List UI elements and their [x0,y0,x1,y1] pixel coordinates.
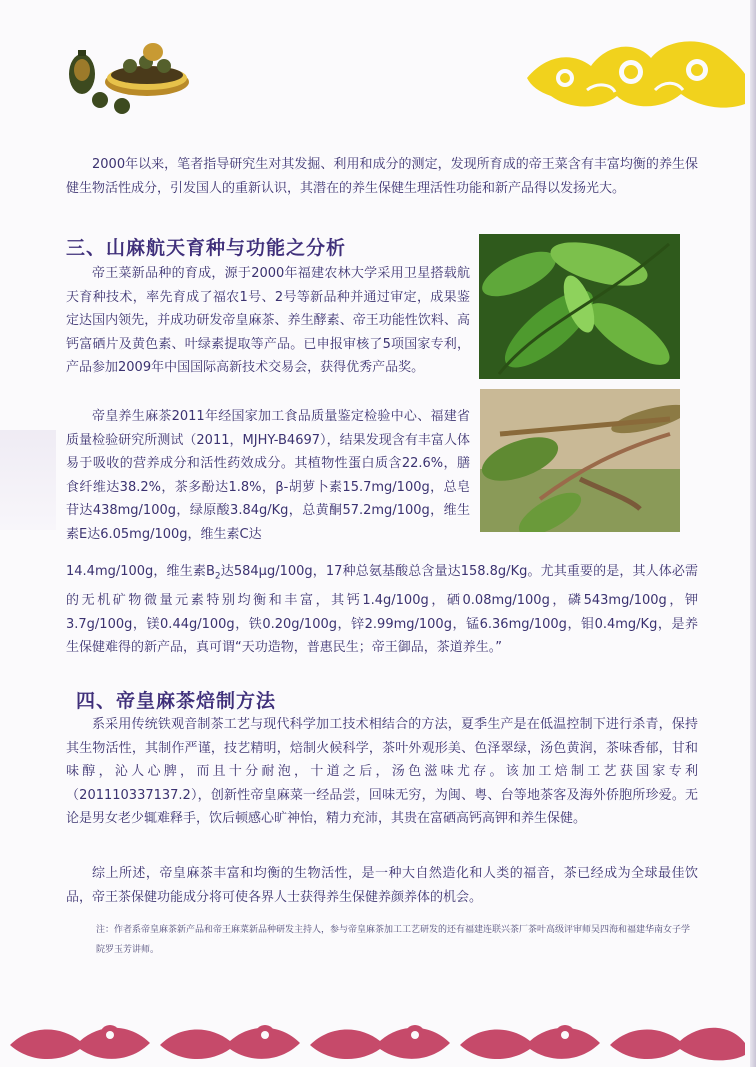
text-run: 达584μg/100g，17种总氨基酸总含量达158.8g/Kg。尤其重要的是，其人体必需的无机矿物微量元素特别均衡和丰富，其钙1.4g/100g，硒0.08mg/100g，磷543mg/100g，钾3.7g/100g，镁0.44g/100g，铁0.20g/100g，锌2.99mg/100g，锰6.36mg/100g，钼0.4mg/Kg，是养生保健难得的新产品，真可谓“天功造物，普惠民生；帝王御品，茶道养生。” [66,564,698,656]
plant-leaves-photo [479,234,680,379]
bottom-floral-border [10,1015,745,1065]
text-run: 14.4mg/100g，维生素B [66,564,215,579]
section-4-paragraph-1: 系采用传统铁观音制茶工艺与现代科学加工技术相结合的方法，夏季生产是在低温控制下进行杀青，保持其生物活性，其制作严谨，技艺精明，焙制火候科学，茶叶外观形美、色泽翠绿，汤色黄润，茶味香郁，甘和味醇，沁人心脾，而且十分耐泡，十道之后，汤色滋味尤存。该加工焙制工艺获国家专利（201110337137.2），创新性帝皇麻菜一经品尝，回味无穷，为闽、粤、台等地茶客及海外侨胞所珍爱。无论是男女老少辄难释手，饮后顿感心旷神怡，精力充沛，其贵在富硒高钙高钾和养生保健。 [66,717,698,826]
section-3-heading: 三、山麻航天育种与功能之分析 [66,237,347,259]
author-note: 注：作者系帝皇麻茶新产品和帝王麻菜新品种研发主持人，参与帝皇麻茶加工工艺研发的还有福建连联兴茶厂茶叶高级评审师吴四海和福建华南女子学院罗玉芳讲师。 [96,925,691,955]
section-4-paragraph-2: 综上所述，帝皇麻茶丰富和均衡的生物活性，是一种大自然造化和人类的福音，茶已经成为全球最佳饮品，帝王茶保健功能成分将可使各界人士获得养生保健养颜养体的机会。 [66,866,698,905]
subscript: 2 [214,571,221,582]
faded-watermark [0,430,56,530]
floral-corner-ornament [527,34,745,112]
section-3-paragraph-2-narrow: 帝皇养生麻茶2011年经国家加工食品质量鉴定检验中心、福建省质量检验研究所测试（2011，MJHY-B4697），结果发现含有丰富人体易于吸收的营养成分和活性药效成分。其植物性蛋白质含22.6%，膳食纤维达38.2%，茶多酚达1.8%，β-胡萝卜素15.7mg/100g，总皂苷达438mg/100g，绿原酸3.84g/Kg，总黄酮57.2mg/100g，维生素E达6.05mg/100g，维生素C达 [66,409,470,542]
page-edge [750,0,756,1067]
plant-pods-photo [480,389,680,532]
section-3-paragraph-2-wide [66,560,698,660]
tea-set-illustration [60,40,190,116]
section-4-heading: 四、帝皇麻茶焙制方法 [76,690,277,712]
intro-paragraph: 2000年以来，笔者指导研究生对其发掘、利用和成分的测定，发现所育成的帝王菜含有丰富均衡的养生保健生物活性成分，引发国人的重新认识，其潜在的养生保健生理活性功能和新产品得以发扬光大。 [66,157,698,196]
section-3-paragraph-1: 帝王菜新品种的育成，源于2000年福建农林大学采用卫星搭载航天育种技术，率先育成了福农1号、2号等新品种并通过审定，成果鉴定达国内领先，并成功研发帝皇麻茶、养生酵素、帝王功能性饮料、高钙富硒片及黄色素、叶绿素提取等产品。已申报审核了5项国家专利，产品参加2009年中国国际高新技术交易会，获得优秀产品奖。 [66,266,470,375]
